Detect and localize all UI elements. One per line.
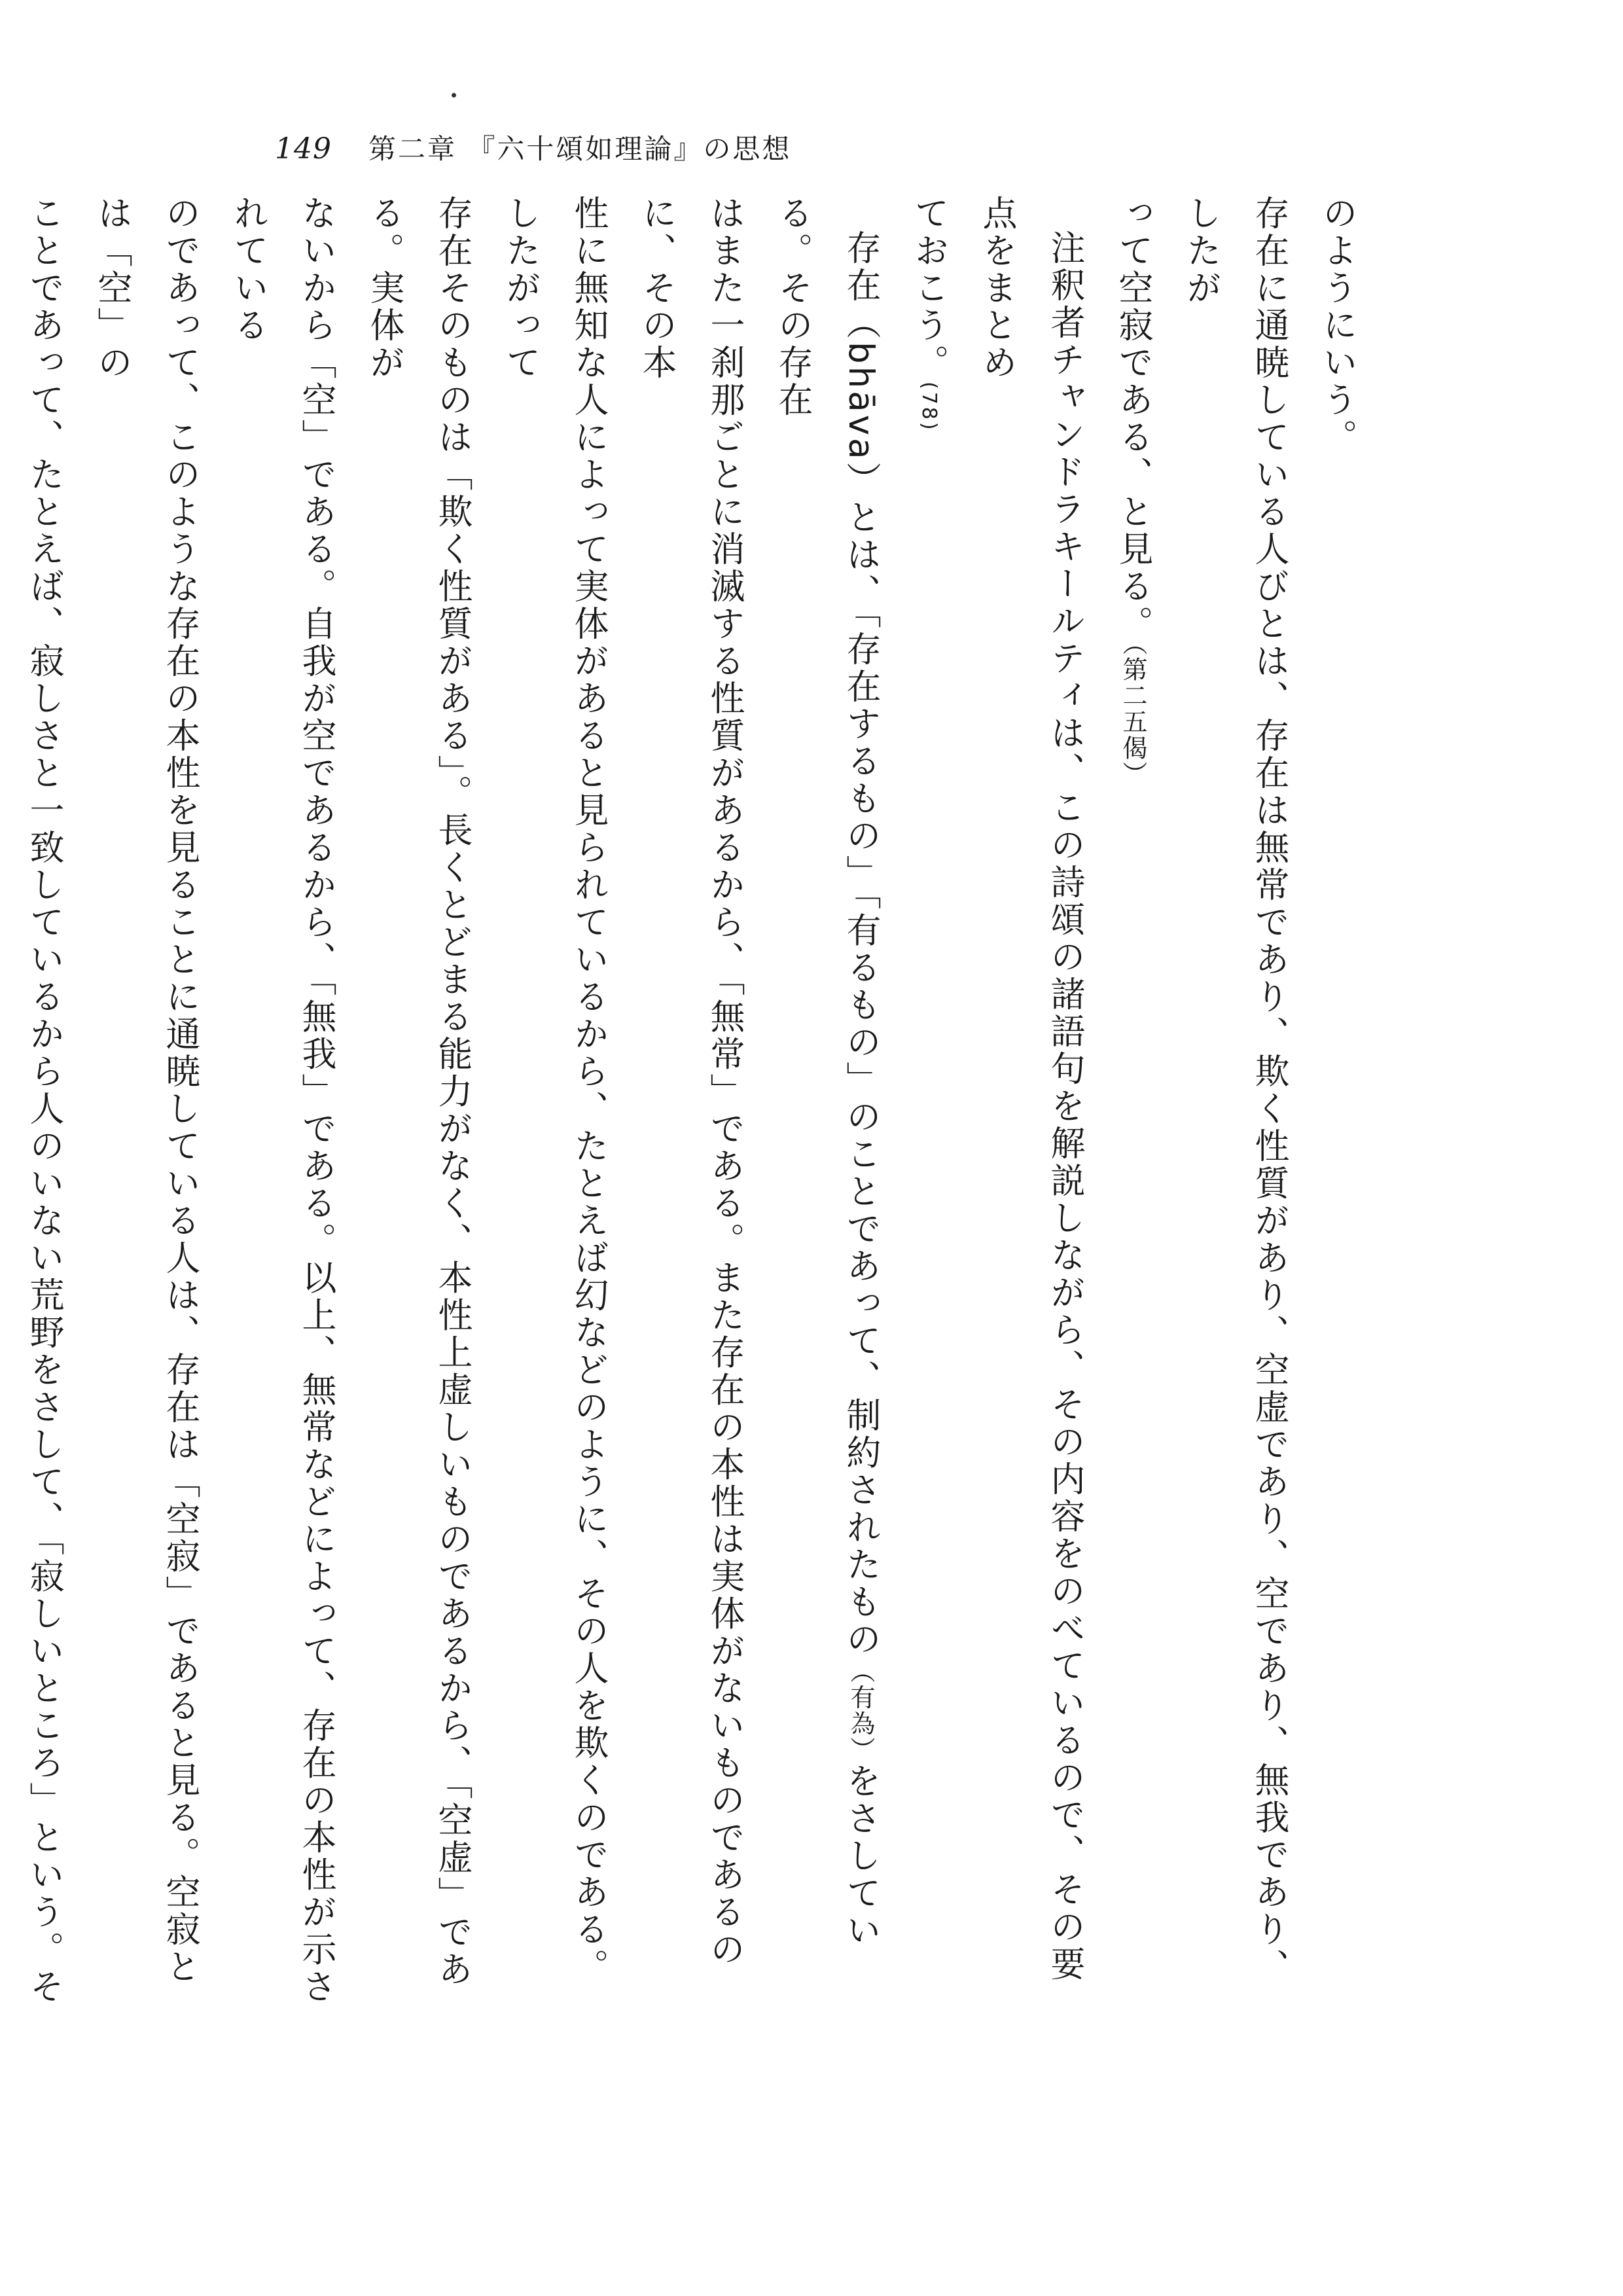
inline-gloss: （有為）	[846, 1658, 875, 1763]
text-line: 存在そのものは「欺く性質がある」。長くとどまる能力がなく、本性上虚しいものであるから、「空虚」である。実体が	[365, 195, 473, 1988]
verse-quote-line: 存在に通暁している人びとは、存在は無常であり、欺く性質があり、空虚であり、空であり、無我であり、したが	[1181, 195, 1289, 1986]
chapter-title: 第二章 『六十頌如理論』の思想	[368, 133, 792, 165]
text-line: ておこう。(78)	[909, 195, 949, 433]
text-line: のであって、このような存在の本性を見ることに通暁している人は、存在は「空寂」であると見る。空寂とは「空」の	[92, 195, 200, 1986]
text-line: 注釈者チャンドラキールティは、この詩頌の諸語句を解説しながら、その内容をのべているので、その要点をまとめ	[977, 195, 1085, 1983]
text-line: ことであって、たとえば、寂しさと一致しているから人のいない荒野をさして、「寂しいところ」という。そ	[24, 195, 64, 2006]
footnote-marker: (78)	[918, 382, 940, 433]
text-line: はまた一刹那ごとに消滅する性質があるから、「無常」である。また存在の本性は実体がないものであるのに、その本	[637, 195, 745, 1969]
running-header	[275, 128, 791, 167]
verse-quote-line: って空寂である、と見る。（第二五偈）	[1113, 195, 1153, 787]
verse-reference: （第二五偈）	[1118, 643, 1147, 787]
text-line: のようにいう。	[1317, 195, 1357, 456]
page-number: 149	[275, 132, 332, 166]
text-line: 性に無知な人によって実体があると見られているから、たとえば幻などのように、その人を欺くのである。したがって	[501, 195, 609, 1986]
vertical-body-text	[24, 195, 1371, 2015]
text-line: ないから「空」である。自我が空であるから、「無我」である。以上、無常などによって、存在の本性が示されている	[228, 195, 336, 2006]
ink-speck	[452, 93, 456, 98]
text-line: 存在（bhāva）とは、「存在するもの」「有るもの」のことであって、制約されたもの（有為）をさしている。その存在	[773, 195, 881, 1950]
